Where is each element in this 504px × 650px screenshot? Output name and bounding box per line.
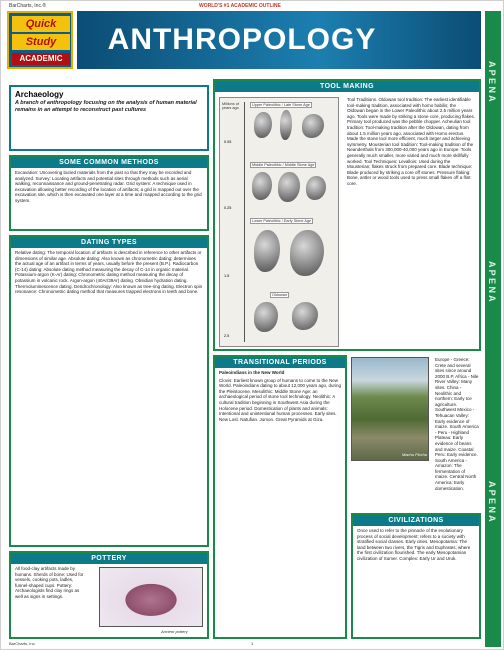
side-tab-text-2: A P E N A	[487, 261, 497, 302]
figure-tick-4: 2.5	[224, 334, 230, 338]
tool-stone-4	[252, 172, 272, 200]
periods-text: Clovis: Earliest known group of humans to come to the New World. Paleoindians dating to about 12,000 years ago, during the Pleistocene. Mesolithic: Middle Stone Age; an archaeological period of stone tool technology. Neolithic: A cultural tradition beginning in Southwest Asia during the Holocene period. Domestication of plants and animals: Intentional and unintentional human processes. Early sites. New Lost. Natufian. Jomon. Great Pyramids at Giza.	[219, 377, 342, 422]
figure-label-lower: Lower Paleolithic / Early Stone Age	[252, 219, 312, 223]
pottery-text: All food-clay artifacts made by humans. Sherds of bone: Used for vessels, cooking pots, ladles, funnel-shaped cups. Pottery: Archaeologists find clay rings as well as signs in settings.	[15, 566, 84, 599]
tool-stone-7	[254, 230, 280, 272]
toolmaking-box	[213, 79, 481, 351]
archaeology-box	[9, 85, 209, 151]
methods-heading: SOME COMMON METHODS	[11, 157, 207, 168]
logo-line-2: Study	[12, 34, 70, 50]
figure-label-oldowan: Oldowan	[272, 293, 287, 297]
figure-label-middle: Middle Paleolithic / Middle Stone Age	[252, 163, 315, 167]
side-tab	[485, 11, 501, 647]
pottery-heading: POTTERY	[11, 553, 207, 564]
logo-line-3: ACADEMIC	[12, 53, 70, 65]
regions-text: Europe - Greece: Crete and several sites since around 2000 B.P. Africa - Nile River Valley: Many sites. China - Neolithic and northern: Early Ice agriculture. Southwest Mexico - Tehuacan Valley: Early evidence of maize. South America - Peru - Highland Plateau: Early evidence of beans and maize. Coastal Peru: Early evidence. South America - Amazon: The fermentation of maize. Central North America: Early domestication.	[435, 357, 479, 491]
machu-picchu-photo	[351, 357, 429, 461]
tool-stone-8	[290, 230, 324, 276]
toolmaking-heading: TOOL MAKING	[215, 81, 479, 92]
figure-tick-2: 0.25	[224, 206, 232, 210]
tool-stone-1	[254, 112, 272, 138]
civilizations-text: Once used to refer to the pinnacle of the evolutionary process of social development; refers to a society with stratified social classes. Early cities. Mesopotamia: The land between two rivers, the Tigris and Euphrates, where the first civilization flourished. The early Mesopotamian civilization of Sumer. Complex: Early Ur and Uruk.	[357, 528, 471, 561]
series-label: WORLD'S #1 ACADEMIC OUTLINE	[199, 3, 281, 9]
dating-box	[9, 235, 209, 547]
side-tab-text-1: A P E N A	[487, 61, 497, 102]
tool-stone-3	[302, 114, 324, 138]
page-title: ANTHROPOLOGY	[107, 23, 377, 56]
photo-caption: Machu Picchu	[402, 452, 428, 457]
periods-subheading: Paleoindians in the New World	[219, 370, 285, 375]
figure-label-upper: Upper Paleolithic / Late Stone Age	[252, 103, 310, 107]
methods-text: Excavation: Uncovering buried materials from the past so that they may be recorded and analyzed. Survey: Locating artifacts and potential sites through methods such as aerial walking, reconnaissance and ground-penetrating radar. Grid system: A technique used in excavation allowing better recording of the location of artifacts; a grid is mapped out over the excavation site, which is then excavated one layer at a time and mapped according to the grid system.	[15, 170, 202, 203]
tool-stone-6	[306, 176, 326, 200]
archaeology-title: Archaeology	[15, 90, 64, 99]
dating-heading: DATING TYPES	[11, 237, 207, 248]
logo-line-1: Quick	[12, 16, 70, 32]
dating-text: Relative dating: The temporal location of artifacts is described in reference to other artifacts or dimensions of similar age. Absolute dating: Also known as chronometric dating; determines the actual age of an artifact in terms of years, usually before the present (B.P.). Radiocarbon (C-14) dating: Absolute dating method measuring the decay of C-14 in organic material. Potassium-argon (K-Ar) dating: Chronometric dating method measuring the decay of potassium in volcanic rock. Argon-argon (40Ar/39Ar) dating. Obsidian hydration dating. Thermoluminescence dating. Dendrochronology: Also known as tree-ring dating. Electron spin resonance: Chronometric dating method that measures trapped electrons in teeth and bone.	[15, 250, 203, 295]
title-banner	[77, 11, 481, 69]
methods-box	[9, 155, 209, 231]
pottery-photo	[99, 567, 203, 627]
archaeology-definition: A branch of anthropology focusing on the analysis of human material remains in an attempt to reconstruct past cultures	[15, 100, 197, 113]
civilizations-heading: CIVILIZATIONS	[353, 515, 479, 526]
quickstudy-logo	[7, 11, 73, 69]
tool-figure	[219, 97, 339, 347]
page-number: 1	[251, 641, 254, 646]
civilizations-box	[351, 513, 481, 639]
figure-time-axis	[244, 102, 245, 342]
toolmaking-text: Tool Traditions. Oldowan tool tradition: The earliest identifiable tool-making tradition, associated with homo habilis; the Oldowan began in the Lower Paleolithic about 2.5 million years ago. Tools were made by striking a stone core, producing flakes. Primary tool produced was the pebble chopper. Acheulian tool tradition: Tool-making tradition after the Oldowan, dating from about 1.5 million years ago, associated with Homo erectus. Made the stone tool more efficient, much larger and achieving symmetry. Mousterian tool tradition: Tool-making tradition of the Neanderthals from 300,000-40,000 years ago in Europe. Tools generally much smaller, more varied and much more skillfully worked. Tool Techniques: Levallois: Used during the Mousterian; flakes struck from prepared core. Blade technique: Blade produced by striking a core off stones. Pressure flaking: Bone, antler or wood tools used to press small flakes off a flint core.	[347, 97, 475, 186]
tool-stone-9	[254, 302, 278, 332]
periods-box	[213, 355, 347, 639]
publisher-label: BarCharts, Inc.®	[9, 3, 47, 9]
pottery-caption: Ancient pottery	[161, 629, 188, 634]
figure-tick-3: 1.5	[224, 274, 230, 278]
tool-stone-2	[280, 110, 292, 140]
figure-tick-1: 0.05	[224, 140, 232, 144]
side-tab-text-3: A P E N A	[487, 481, 497, 522]
periods-heading: TRANSITIONAL PERIODS	[215, 357, 345, 368]
figure-scale-label: Millions of years ago	[222, 102, 239, 110]
footer-publisher: BarCharts, Inc.	[9, 641, 36, 646]
tool-stone-10	[292, 302, 318, 330]
pottery-box	[9, 551, 209, 639]
tool-stone-5	[278, 172, 300, 202]
